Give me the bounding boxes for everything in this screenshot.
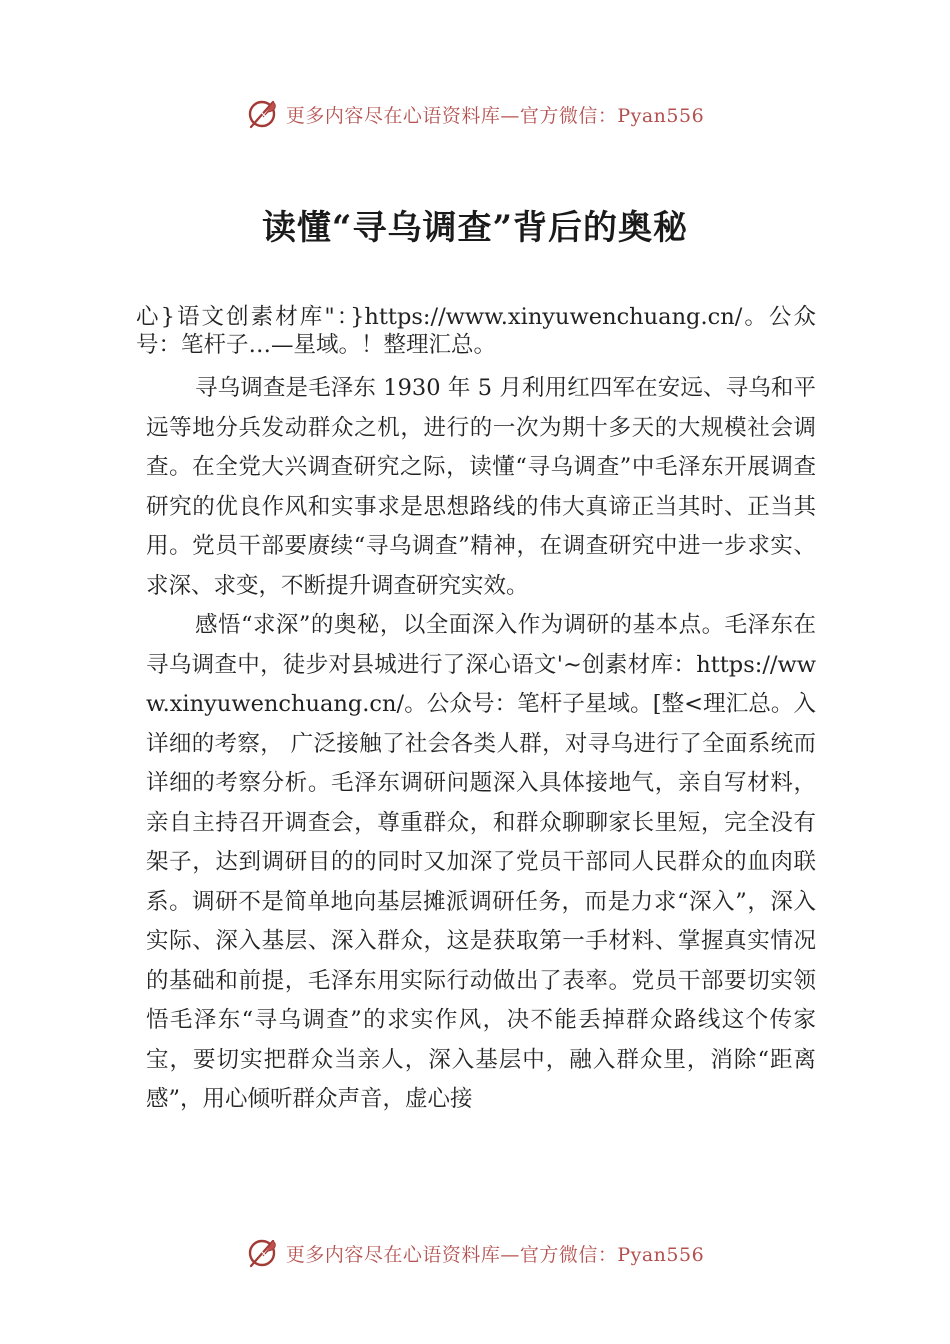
footer-banner	[0, 1233, 950, 1273]
document-title: 读懂“寻乌调查”背后的奥秘	[261, 208, 689, 248]
footer-banner-text: 更多内容尽在心语资料库—官方微信：Pyan556	[285, 1243, 705, 1266]
paragraph-2: 感悟“求深”的奥秘，以全面深入作为调研的基本点。毛泽东在寻乌调查中，徒步对县城进行了深心语文'~创素材库：https://www.xinyuwenchuang.cn/。公众号：笔杆子星域。[整<理汇总。入详细的考察， 广泛接触了社会各类人群，对寻乌进行了全面系统而详细的考察分析。毛泽东调研问题深入具体接地气，亲自写材料， 亲自主持召开调查会，尊重群众，和群众聊聊家长里短，完全没有架子，达到调研目的的同时又加深了党员干部同人民群众的血肉联系。调研不是简单地向基层摊派调研任务，而是力求“深入”，深入实际、深入基层、深入群众，这是获取第一手材料、掌握真实情况的基础和前提，毛泽东用实际行动做出了表率。党员干部要切实领悟毛泽东“寻乌调查”的求实作风，决不能丢掉群众路线这个传家宝，要切实把群众当亲人，深入基层中，融入群众里，消除“距离感”，用心倾听群众声音，虚心接	[146, 612, 816, 1112]
paragraph-1: 寻乌调查是毛泽东 1930 年 5 月利用红四军在安远、寻乌和平远等地分兵发动群众之机，进行的一次为期十多天的大规模社会调查。在全党大兴调查研究之际，读懂“寻乌调查”中毛泽东开展调查研究的优良作风和实事求是思想路线的伟大真谛正当其时、正当其用。党员干部要赓续“寻乌调查”精神，在调查研究中进一步求实、求深、求变，不断提升调查研究实效。	[146, 375, 816, 599]
quill-pen-logo-icon	[246, 97, 280, 131]
quill-pen-logo-icon	[246, 1236, 280, 1270]
header-banner-text: 更多内容尽在心语资料库—官方微信：Pyan556	[285, 104, 705, 127]
document-body	[136, 303, 816, 1120]
source-note: 心}语文创素材库"：}https://www.xinyuwenchuang.cn/。公众号：笔杆子…—星域。！整理汇总。	[136, 304, 816, 358]
header-banner	[0, 94, 950, 134]
